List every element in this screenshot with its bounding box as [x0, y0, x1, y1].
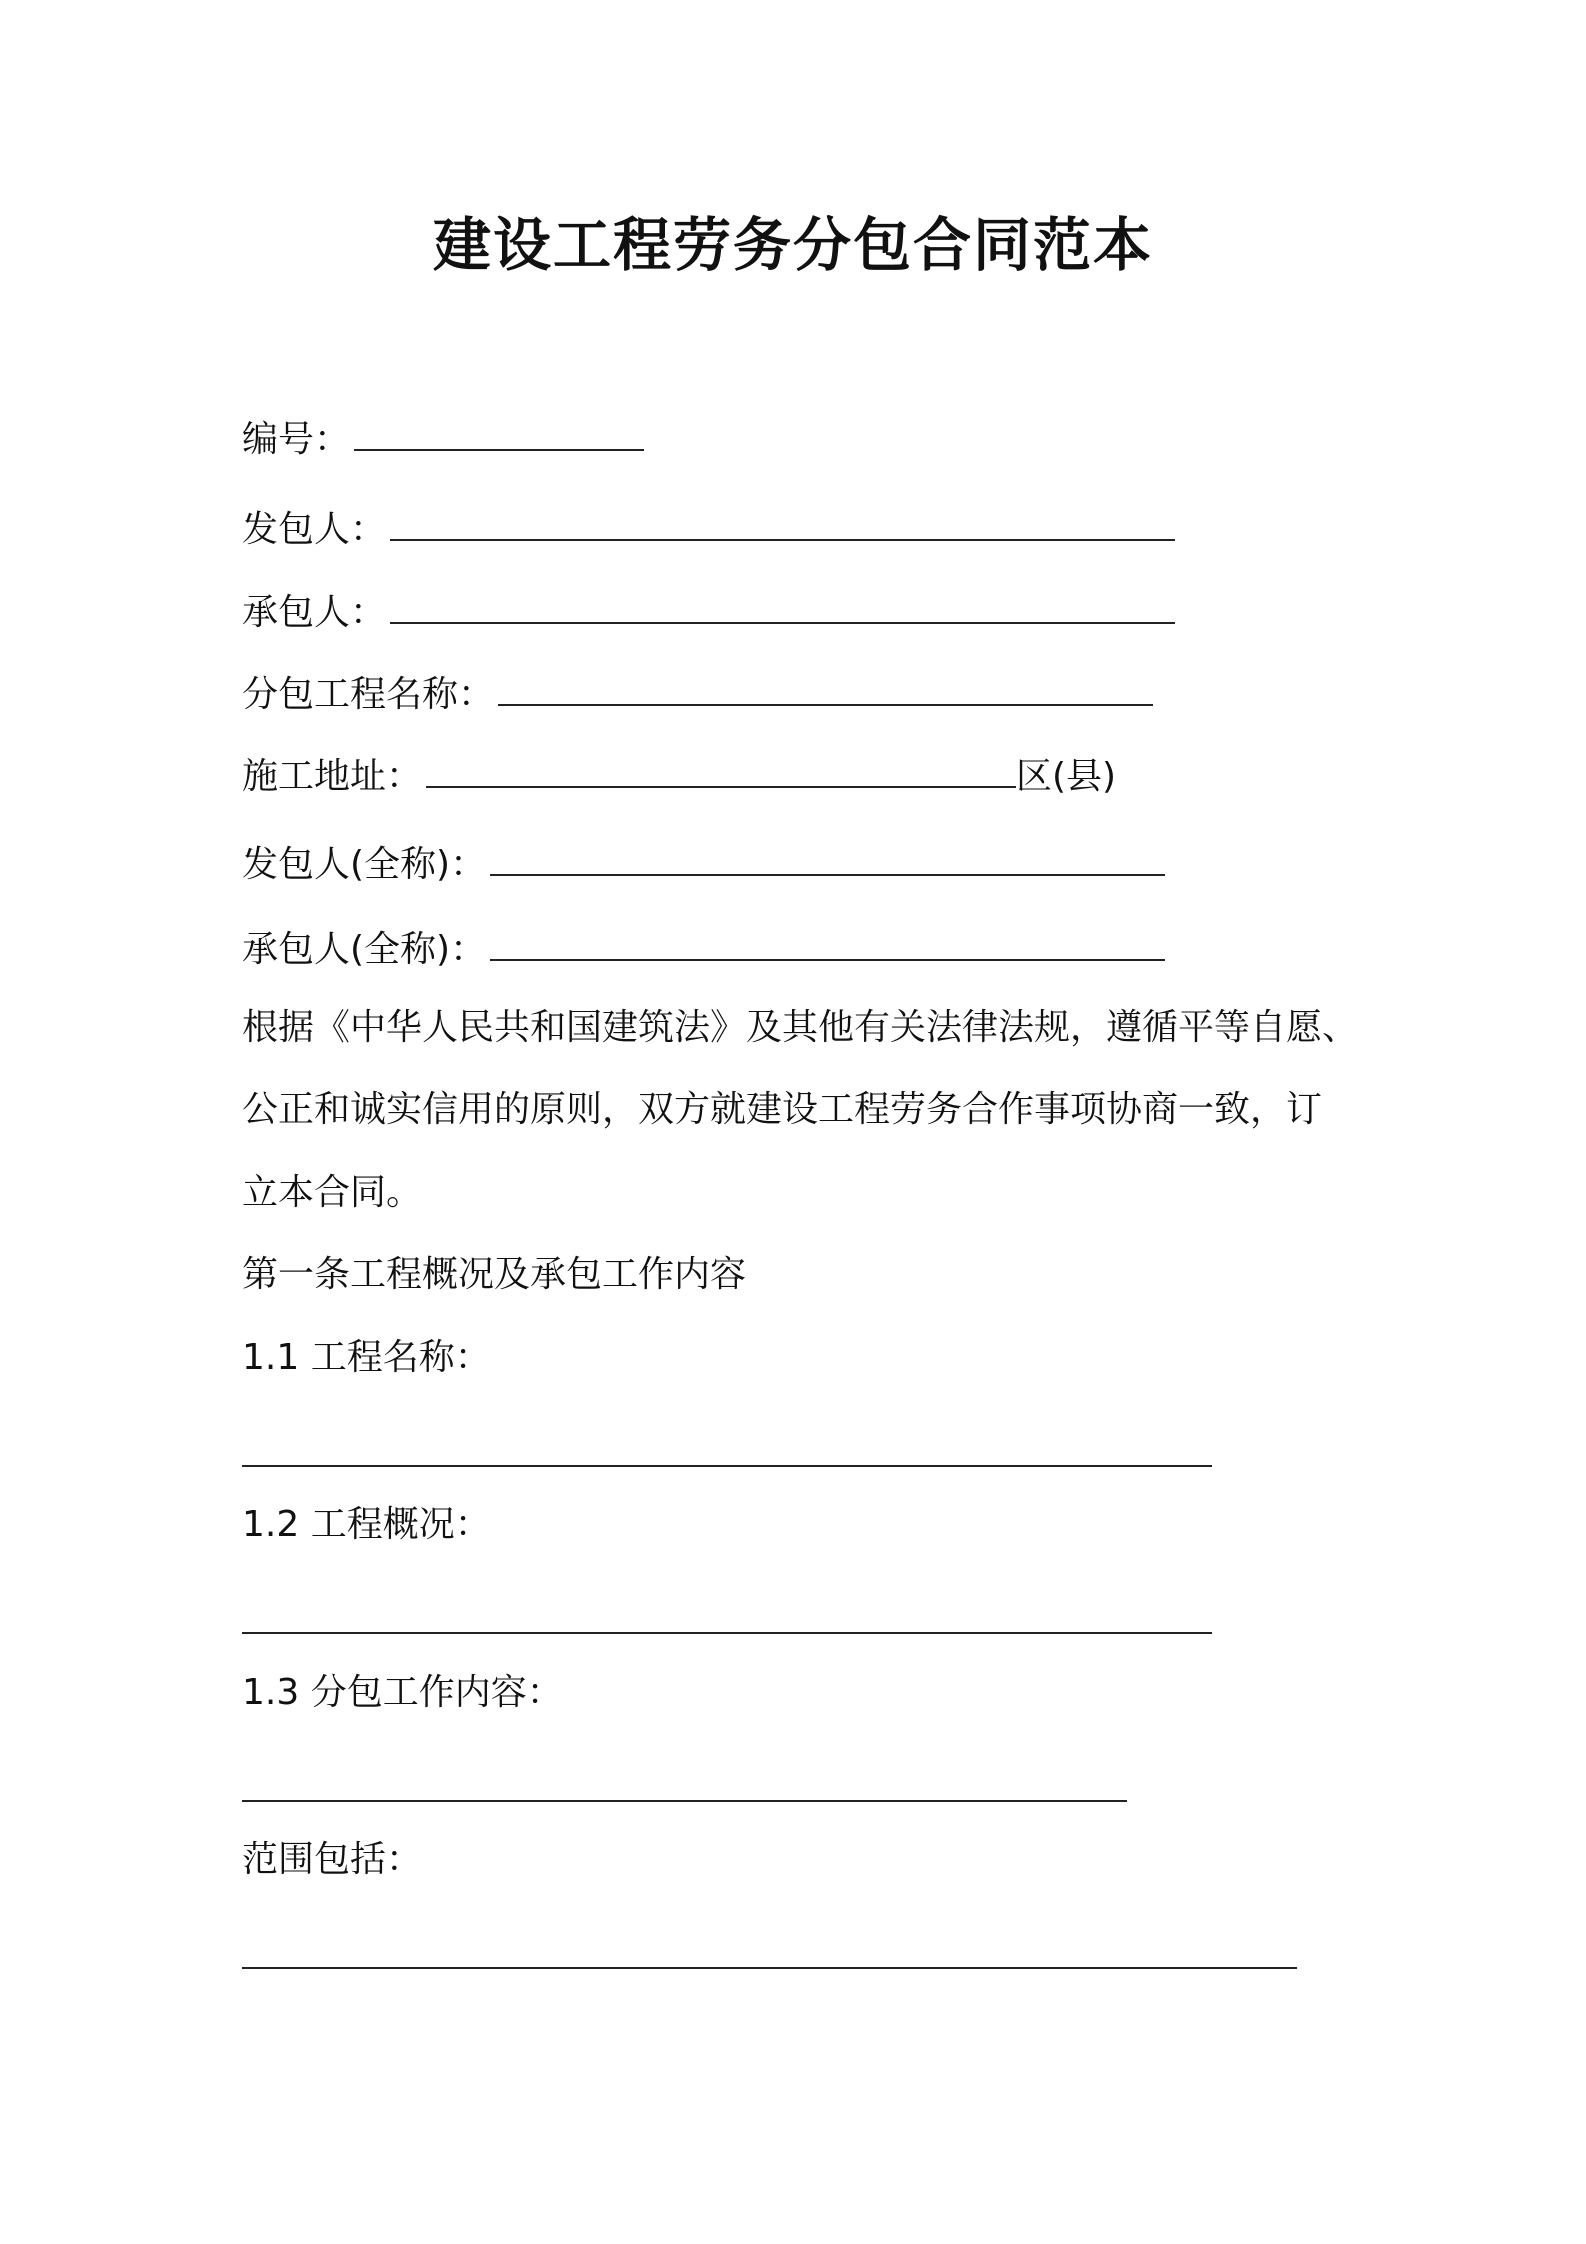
number-label: 编号：: [242, 419, 351, 460]
item-1-3-label: 1.3 分包工作内容：: [242, 1672, 563, 1713]
project-name-blank[interactable]: [498, 674, 1153, 706]
contractor-blank[interactable]: [390, 592, 1175, 624]
address-blank[interactable]: [426, 756, 1016, 788]
address-field: [242, 752, 1116, 802]
contractor-full-blank[interactable]: [490, 929, 1165, 961]
scope-blank[interactable]: [242, 1967, 1297, 1969]
project-name-field: [242, 670, 1153, 720]
address-suffix: 区(县): [1016, 756, 1117, 797]
item-1-3-blank[interactable]: [242, 1800, 1127, 1802]
item-1-2-blank[interactable]: [242, 1632, 1212, 1634]
item-1-1-label: 1.1 工程名称：: [242, 1337, 491, 1378]
item-1-2-label: 1.2 工程概况：: [242, 1504, 491, 1545]
address-label: 施工地址：: [242, 756, 423, 797]
project-name-label: 分包工程名称：: [242, 674, 495, 715]
scope-label: 范围包括：: [242, 1839, 423, 1880]
contractor-full-label: 承包人(全称)：: [242, 929, 487, 970]
employer-full-field: [242, 840, 1165, 890]
document-title: 建设工程劳务分包合同范本: [432, 211, 1153, 279]
item-1-1-blank[interactable]: [242, 1465, 1212, 1467]
employer-label: 发包人：: [242, 509, 387, 550]
intro-line-2: 公正和诚实信用的原则，双方就建设工程劳务合作事项协商一致，订: [242, 1089, 1323, 1130]
intro-line-1: 根据《中华人民共和国建筑法》及其他有关法律法规，遵循平等自愿、: [242, 1007, 1359, 1048]
employer-field: [242, 505, 1175, 555]
employer-blank[interactable]: [390, 509, 1175, 541]
number-blank[interactable]: [354, 419, 644, 451]
contractor-label: 承包人：: [242, 592, 387, 633]
contractor-full-field: [242, 925, 1165, 975]
employer-full-label: 发包人(全称)：: [242, 844, 487, 885]
number-field: [242, 415, 644, 465]
employer-full-blank[interactable]: [490, 844, 1165, 876]
contractor-field: [242, 588, 1175, 638]
article-1-heading: 第一条工程概况及承包工作内容: [242, 1254, 747, 1295]
intro-line-3: 立本合同。: [242, 1172, 423, 1213]
